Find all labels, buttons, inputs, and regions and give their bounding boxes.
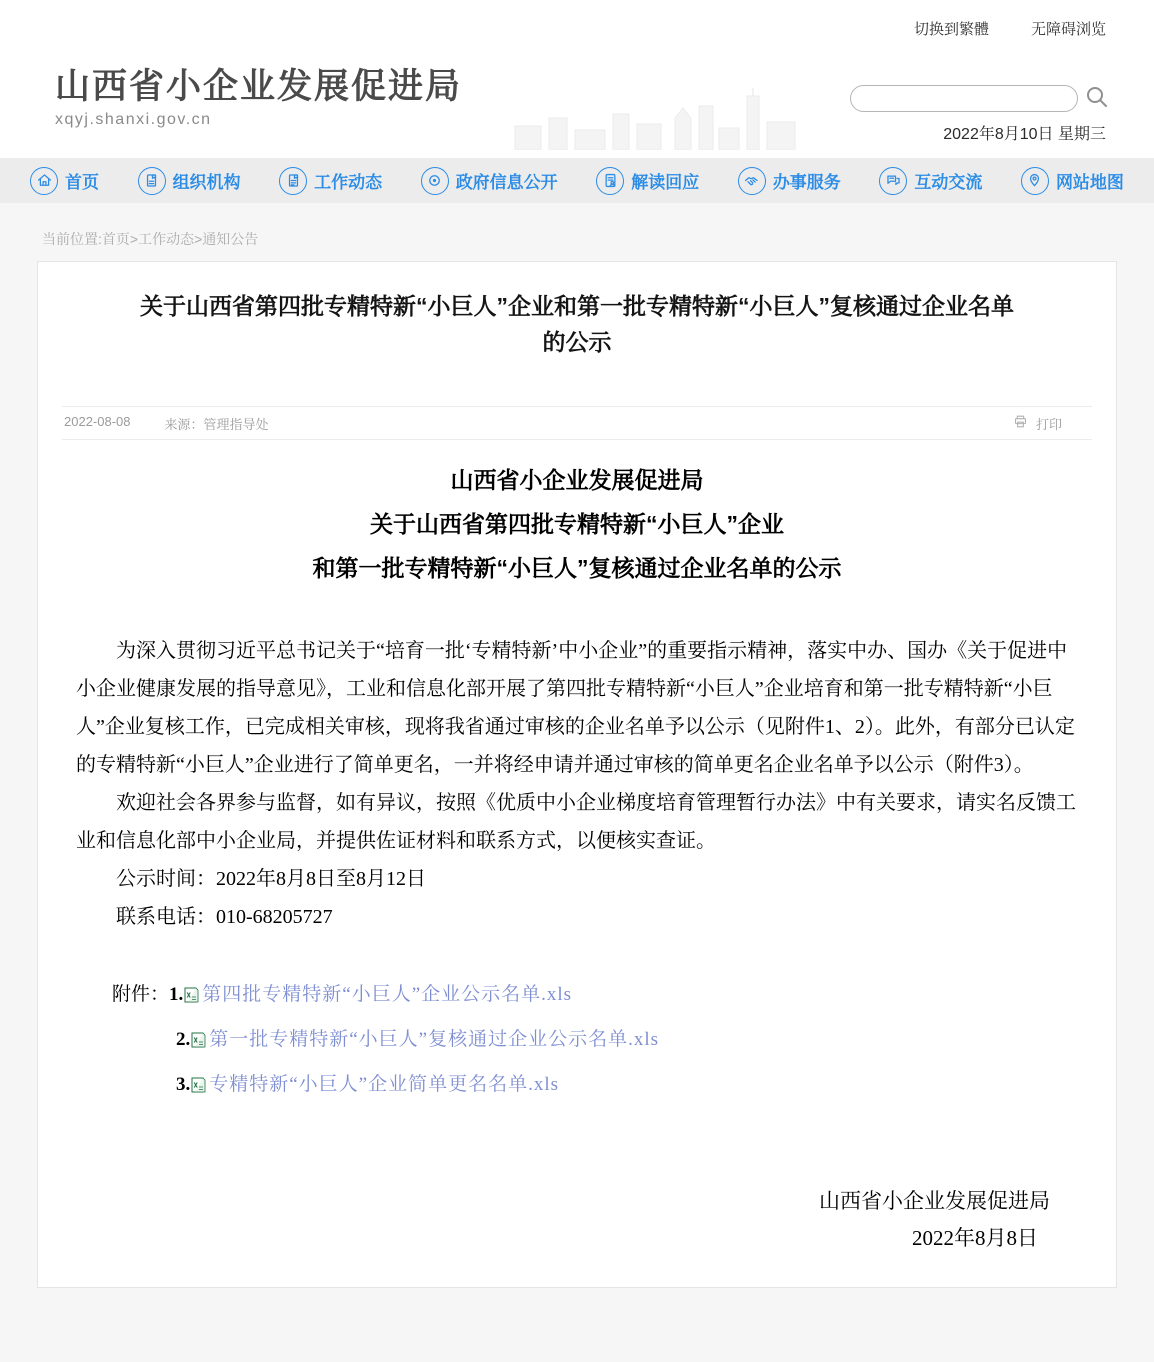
signature-date: 2022年8月8日: [912, 1226, 1038, 1250]
breadcrumb-prefix: 当前位置:: [42, 231, 102, 247]
attachment-row: [76, 972, 1078, 1017]
nav-item-sitemap[interactable]: [1021, 167, 1124, 195]
nav-item-organization[interactable]: [138, 167, 241, 195]
attachment-row: [76, 1062, 1078, 1107]
top-utility-links: [914, 18, 1106, 39]
info-disclosure-icon: [421, 167, 449, 195]
breadcrumb-item-notices[interactable]: 通知公告: [202, 231, 259, 247]
city-skyline-decoration: [505, 88, 805, 155]
print-button[interactable]: [1012, 413, 1062, 433]
nav-label: 组织机构: [172, 173, 241, 192]
interaction-chat-icon: [879, 167, 907, 195]
site-title: 山西省小企业发展促进局: [55, 67, 463, 106]
excel-file-icon: [184, 987, 199, 1003]
accessibility-link[interactable]: 无障碍浏览: [1030, 21, 1106, 38]
attachments-list: [76, 972, 1078, 1107]
signature-block: [76, 1183, 1078, 1257]
attachment-row: [76, 1017, 1078, 1062]
document-heading: [76, 458, 1078, 590]
search-button[interactable]: [1084, 84, 1110, 113]
signature-organization: 山西省小企业发展促进局: [819, 1189, 1050, 1213]
contact-phone: 联系电话：010-68205727: [116, 906, 333, 928]
attachment-link[interactable]: 第一批专精特新“小巨人”复核通过企业公示名单.xls: [209, 1029, 660, 1050]
attachments-label: 附件：: [112, 984, 170, 1005]
site-logo: [55, 66, 462, 129]
nav-item-interpretation[interactable]: [596, 167, 699, 195]
article-body: [76, 458, 1078, 1257]
current-date: 2022年8月10日 星期三: [943, 126, 1106, 143]
heading-line: 关于山西省第四批专精特新“小巨人”企业: [370, 511, 784, 537]
nav-item-services[interactable]: [738, 167, 841, 195]
print-label: 打印: [1035, 416, 1062, 432]
breadcrumb-separator: >: [194, 231, 203, 247]
attachment-number: 3.: [176, 1074, 191, 1095]
search-area: [850, 84, 1110, 113]
site-header: [0, 0, 1154, 158]
interpretation-icon: [596, 167, 624, 195]
site-url: xqyj.shanxi.gov.cn: [55, 111, 212, 128]
nav-label: 互动交流: [914, 173, 983, 192]
article-meta-bar: [62, 406, 1092, 440]
attachment-link[interactable]: 第四批专精特新“小巨人”企业公示名单.xls: [202, 984, 573, 1005]
nav-label: 网站地图: [1055, 173, 1124, 192]
home-icon: [30, 167, 58, 195]
search-icon: [1084, 84, 1110, 113]
nav-item-work-news[interactable]: [279, 167, 382, 195]
heading-line: 和第一批专精特新“小巨人”复核通过企业名单的公示: [312, 555, 842, 581]
notice-time: 公示时间：2022年8月8日至8月12日: [116, 868, 426, 890]
nav-label: 办事服务: [772, 173, 841, 192]
nav-item-interaction[interactable]: [879, 167, 982, 195]
breadcrumb-item-work-news[interactable]: 工作动态: [138, 231, 195, 247]
breadcrumb-item-home[interactable]: 首页: [101, 231, 130, 247]
printer-icon: [1012, 413, 1029, 433]
heading-line: 山西省小企业发展促进局: [450, 467, 704, 493]
article-source: 来源：管理指导处: [164, 416, 269, 432]
excel-file-icon: [191, 1077, 206, 1093]
switch-traditional-link[interactable]: 切换到繁體: [913, 21, 989, 38]
work-news-icon: [279, 167, 307, 195]
nav-label: 工作动态: [314, 173, 383, 192]
publish-date: 2022-08-08: [64, 413, 131, 429]
excel-file-icon: [191, 1032, 206, 1048]
breadcrumb-separator: >: [129, 231, 139, 247]
search-input[interactable]: [850, 85, 1078, 112]
organization-icon: [138, 167, 166, 195]
body-paragraph: 为深入贯彻习近平总书记关于“培育一批‘专精特新’中小企业”的重要指示精神，落实中办、国办《关于促进中小企业健康发展的指导意见》，工业和信息化部开展了第四批专精特新“小巨人”企业培育和第一批专精特新“小巨人”企业复核工作，已完成相关审核，现将我省通过审核的企业名单予以公示（见附件1、2）。此外，有部分已认定的专精特新“小巨人”企业进行了简单更名，一并将经申请并通过审核的简单更名企业名单予以公示（附件3）。: [76, 640, 1075, 776]
attachment-number: 1.: [169, 984, 184, 1005]
nav-item-home[interactable]: [30, 167, 99, 195]
breadcrumb: [0, 203, 1154, 261]
nav-label: 解读回应: [631, 173, 700, 192]
sitemap-pin-icon: [1021, 167, 1049, 195]
main-navigation: [0, 158, 1154, 203]
attachment-number: 2.: [176, 1029, 191, 1050]
nav-label: 政府信息公开: [455, 173, 558, 192]
nav-item-info-disclosure[interactable]: [421, 167, 558, 195]
service-handshake-icon: [738, 167, 766, 195]
body-paragraph: 欢迎社会各界参与监督，如有异议，按照《优质中小企业梯度培育管理暂行办法》中有关要求，请实名反馈工业和信息化部中小企业局，并提供佐证材料和联系方式，以便核实查证。: [76, 792, 1076, 852]
nav-label: 首页: [65, 173, 99, 192]
article-title: 关于山西省第四批专精特新“小巨人”企业和第一批专精特新“小巨人”复核通过企业名单的公示: [140, 293, 1014, 355]
attachment-link[interactable]: 专精特新“小巨人”企业简单更名名单.xls: [209, 1074, 560, 1095]
article-container: [37, 261, 1117, 1288]
